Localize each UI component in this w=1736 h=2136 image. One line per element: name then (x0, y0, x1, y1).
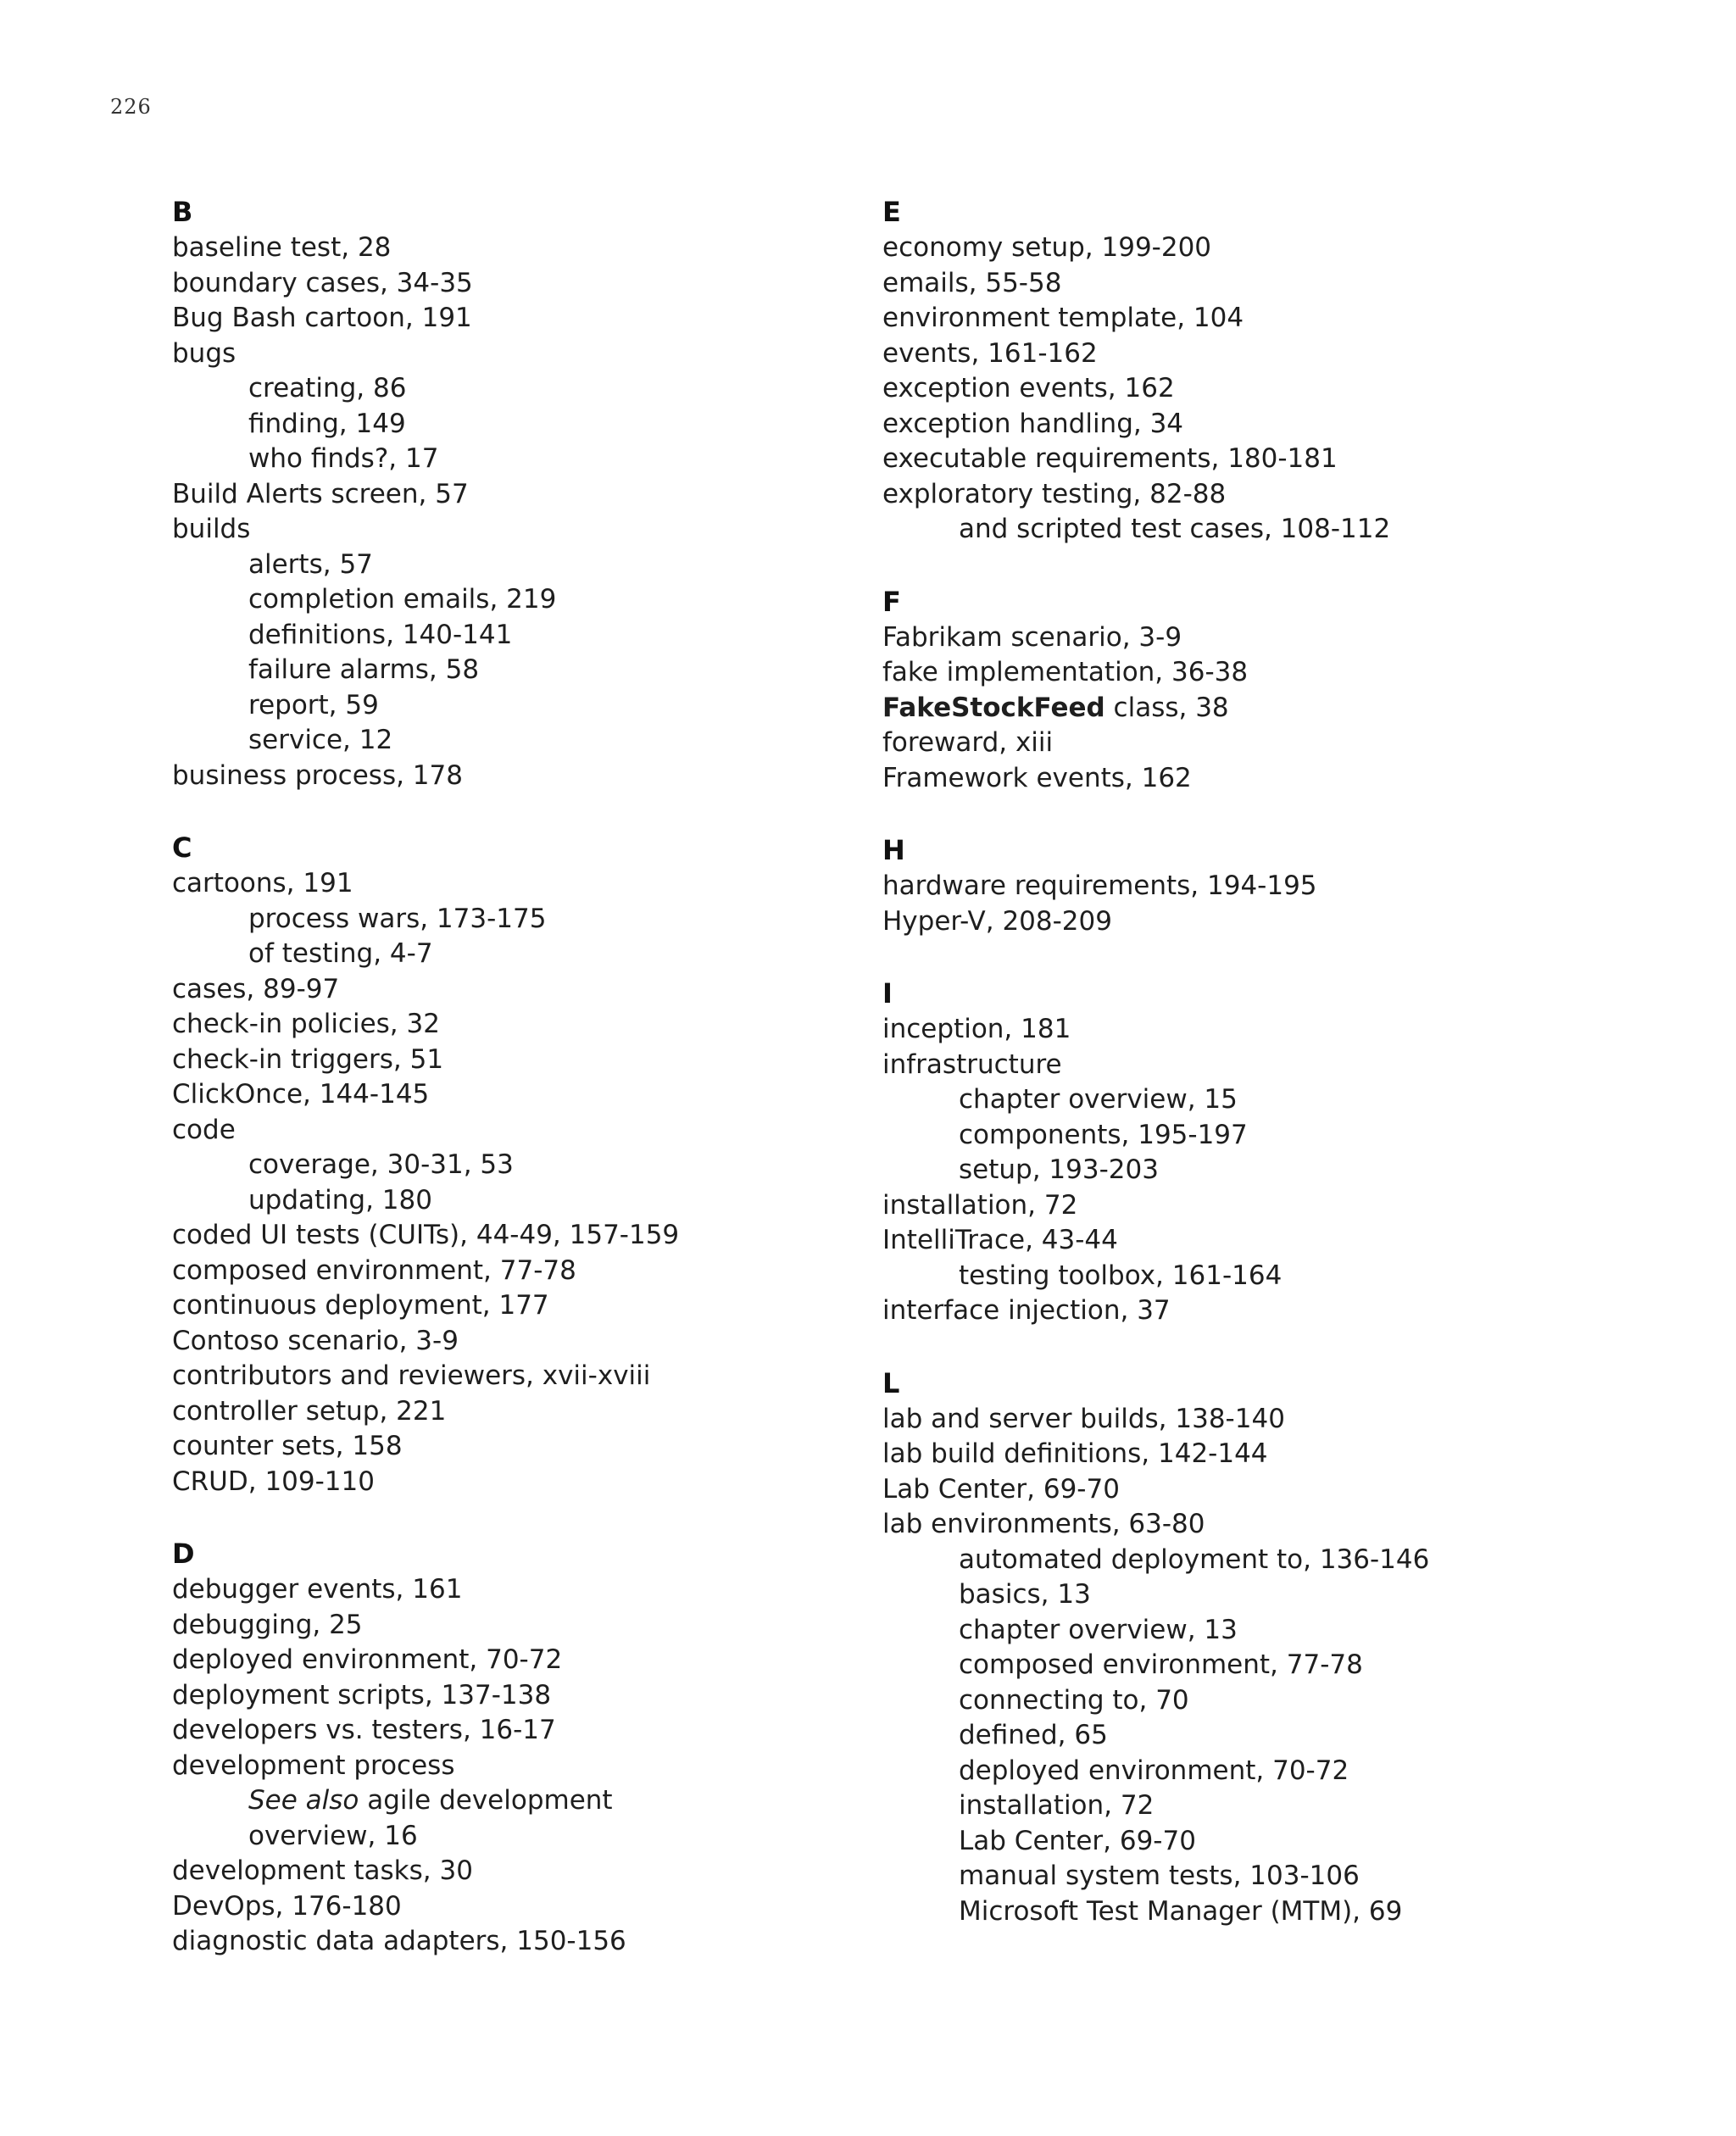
index-subentry (882, 1683, 1611, 1719)
entry-text: IntelliTrace, 43-44 (882, 1225, 1118, 1255)
entry-text: builds (172, 514, 251, 544)
index-entry (172, 1643, 901, 1678)
entry-text: failure alarms, 58 (248, 654, 480, 685)
index-entry (882, 1223, 1611, 1259)
index-subentry (172, 1183, 901, 1219)
index-entry (172, 1218, 901, 1254)
index-entry (172, 266, 901, 302)
index-entry (172, 1113, 901, 1149)
index-entry (172, 512, 901, 548)
index-entry (882, 1048, 1611, 1083)
entry-text: ClickOnce, 144-145 (172, 1079, 430, 1110)
entry-text: counter sets, 158 (172, 1431, 403, 1461)
index-entry (172, 1465, 901, 1500)
entry-text: Microsoft Test Manager (MTM), 69 (959, 1895, 1403, 1927)
index-subentry (172, 548, 901, 583)
index-subentry (172, 902, 901, 937)
entry-text: definitions, 140-141 (248, 619, 513, 650)
index-entry (172, 1429, 901, 1465)
entry-text: infrastructure (882, 1049, 1062, 1080)
index-entry (882, 904, 1611, 940)
entry-text: lab and server builds, 138-140 (882, 1403, 1285, 1434)
entry-text: business process, 178 (172, 759, 463, 791)
index-subentry (882, 1648, 1611, 1683)
entry-text: Build Alerts screen, 57 (172, 478, 469, 509)
index-subentry (172, 1819, 901, 1855)
entry-text: continuous deployment, 177 (172, 1290, 549, 1321)
entry-text: lab environments, 63-80 (882, 1509, 1205, 1539)
index-entry (882, 1402, 1611, 1438)
index-section-i (882, 975, 1611, 1329)
index-section-h (882, 832, 1611, 939)
index-entry (882, 1472, 1611, 1508)
index-entry (172, 1394, 901, 1430)
index-entry (882, 1188, 1611, 1224)
index-entry (172, 972, 901, 1008)
index-subentry (882, 1613, 1611, 1649)
entry-text: contributors and reviewers, xvii-xviii (172, 1360, 651, 1391)
section-letter: F (882, 585, 901, 618)
index-subentry (882, 1859, 1611, 1894)
index-subentry (172, 723, 901, 759)
index-entry (882, 726, 1611, 761)
index-subentry (172, 1148, 901, 1183)
entry-text: agile development (359, 1785, 613, 1816)
index-section-l (882, 1365, 1611, 1930)
entry-text: creating, 86 (248, 373, 407, 403)
entry-text: CRUD, 109-110 (172, 1466, 375, 1497)
entry-text: check-in triggers, 51 (172, 1043, 444, 1075)
entry-emphasis: See also (248, 1785, 359, 1816)
index-entry (172, 1854, 901, 1889)
index-subentry (882, 1118, 1611, 1154)
index-subentry (172, 1783, 901, 1819)
index-entry (882, 620, 1611, 656)
index-entry (882, 477, 1611, 513)
entry-text: hardware requirements, 194-195 (882, 871, 1317, 901)
entry-text: components, 195-197 (959, 1119, 1248, 1150)
entry-text: installation, 72 (882, 1189, 1078, 1221)
entry-text: DevOps, 176-180 (172, 1890, 402, 1922)
index-section-e (882, 193, 1611, 548)
index-entry (172, 1007, 901, 1043)
entry-text: code (172, 1114, 236, 1145)
index-column-left (172, 193, 901, 1995)
section-letter: B (172, 196, 193, 228)
index-entry (882, 442, 1611, 477)
index-section-c (172, 829, 901, 1499)
section-letter: E (882, 196, 901, 228)
index-section-d (172, 1535, 901, 1960)
index-subentry (882, 1153, 1611, 1188)
index-subentry (882, 1788, 1611, 1824)
index-subentry (172, 371, 901, 407)
entry-text: fake implementation, 36-38 (882, 657, 1249, 687)
index-entry (172, 1254, 901, 1289)
entry-text: emails, 55-58 (882, 267, 1062, 298)
entry-text: completion emails, 219 (248, 584, 557, 615)
index-entry (882, 869, 1611, 904)
entry-text: automated deployment to, 136-146 (959, 1544, 1430, 1575)
index-entry (172, 1077, 901, 1113)
page-number: 226 (110, 95, 152, 119)
entry-text: connecting to, 70 (959, 1684, 1189, 1716)
index-entry (172, 1678, 901, 1714)
index-entry (882, 655, 1611, 691)
index-subentry (172, 688, 901, 724)
index-subentry (882, 1543, 1611, 1578)
index-entry (882, 1507, 1611, 1543)
entry-text: installation, 72 (959, 1790, 1155, 1821)
index-subentry (172, 407, 901, 442)
entry-text: class, 38 (1104, 692, 1229, 723)
section-letter: C (172, 832, 192, 864)
index-entry (172, 301, 901, 337)
index-subentry (172, 442, 901, 477)
entry-text: exception events, 162 (882, 373, 1175, 403)
entry-text: cases, 89-97 (172, 973, 340, 1004)
index-entry (172, 337, 901, 372)
index-section-f (882, 583, 1611, 797)
index-entry (882, 1437, 1611, 1472)
index-subentry (882, 1824, 1611, 1860)
entry-text: and scripted test cases, 108-112 (959, 514, 1391, 544)
entry-text: bugs (172, 337, 236, 369)
entry-text: boundary cases, 34-35 (172, 267, 473, 298)
entry-text: updating, 180 (248, 1184, 432, 1215)
entry-text: foreward, xiii (882, 727, 1054, 758)
index-entry (882, 266, 1611, 302)
index-subentry (882, 1894, 1611, 1930)
index-entry (172, 866, 901, 902)
entry-text: defined, 65 (959, 1720, 1108, 1750)
entry-text: finding, 149 (248, 408, 406, 439)
section-letter: H (882, 834, 905, 866)
index-entry (172, 1889, 901, 1925)
entry-text: economy setup, 199-200 (882, 232, 1212, 263)
entry-text: deployed environment, 70-72 (172, 1644, 563, 1675)
entry-text: debugger events, 161 (172, 1574, 463, 1605)
index-entry (172, 231, 901, 266)
index-entry (882, 337, 1611, 372)
index-entry (172, 1043, 901, 1078)
entry-text: of testing, 4-7 (248, 938, 433, 969)
entry-text: check-in policies, 32 (172, 1009, 440, 1039)
entry-text: development tasks, 30 (172, 1855, 473, 1886)
index-entry (172, 759, 901, 794)
index-entry (172, 1749, 901, 1784)
entry-text: overview, 16 (248, 1820, 418, 1851)
entry-text: chapter overview, 15 (959, 1084, 1238, 1115)
entry-text: process wars, 173-175 (248, 903, 547, 934)
index-entry (882, 371, 1611, 407)
entry-text: baseline test, 28 (172, 232, 392, 263)
index-entry (882, 301, 1611, 337)
index-subentry (882, 1259, 1611, 1294)
index-entry (882, 1293, 1611, 1329)
entry-text: manual system tests, 103-106 (959, 1861, 1360, 1891)
index-entry (172, 1288, 901, 1324)
entry-text: report, 59 (248, 689, 379, 720)
entry-text: composed environment, 77-78 (172, 1254, 576, 1286)
entry-text: coded UI tests (CUITs), 44-49, 157-159 (172, 1220, 680, 1250)
section-letter: D (172, 1538, 195, 1570)
entry-text: deployment scripts, 137-138 (172, 1679, 552, 1710)
index-entry (882, 1012, 1611, 1048)
entry-text: testing toolbox, 161-164 (959, 1260, 1283, 1291)
index-entry (172, 1572, 901, 1608)
entry-text: development process (172, 1749, 455, 1781)
index-entry (882, 231, 1611, 266)
index-entry (882, 691, 1611, 726)
entry-text: interface injection, 37 (882, 1295, 1171, 1326)
index-subentry (172, 937, 901, 972)
entry-text: Bug Bash cartoon, 191 (172, 303, 472, 333)
entry-emphasis: FakeStockFeed (882, 692, 1105, 723)
index-entry (172, 1359, 901, 1394)
index-entry (882, 407, 1611, 442)
entry-text: controller setup, 221 (172, 1395, 447, 1427)
entry-text: composed environment, 77-78 (959, 1649, 1363, 1680)
entry-text: service, 12 (248, 725, 393, 755)
index-subentry (882, 512, 1611, 548)
entry-text: lab build definitions, 142-144 (882, 1438, 1268, 1469)
entry-text: debugging, 25 (172, 1609, 363, 1640)
entry-text: Lab Center, 69-70 (882, 1473, 1120, 1505)
index-subentry (172, 582, 901, 618)
entry-text: events, 161-162 (882, 337, 1098, 369)
index-entry (172, 1924, 901, 1960)
entry-text: alerts, 57 (248, 548, 373, 580)
entry-text: diagnostic data adapters, 150-156 (172, 1926, 626, 1956)
section-letter: L (882, 1366, 900, 1399)
index-subentry (172, 618, 901, 654)
index-column-right (882, 193, 1611, 1965)
entry-text: inception, 181 (882, 1014, 1071, 1044)
entry-text: basics, 13 (959, 1579, 1091, 1610)
entry-text: environment template, 104 (882, 303, 1244, 333)
entry-text: chapter overview, 13 (959, 1614, 1238, 1645)
index-entry (172, 1324, 901, 1360)
index-subentry (882, 1754, 1611, 1789)
entry-text: Lab Center, 69-70 (959, 1825, 1196, 1856)
entry-text: coverage, 30-31, 53 (248, 1149, 514, 1180)
entry-text: setup, 193-203 (959, 1154, 1159, 1185)
index-entry (172, 1713, 901, 1749)
entry-text: exploratory testing, 82-88 (882, 478, 1227, 509)
entry-text: exception handling, 34 (882, 408, 1184, 439)
index-entry (882, 761, 1611, 797)
index-subentry (882, 1718, 1611, 1754)
index-entry (172, 477, 901, 513)
entry-text: who finds?, 17 (248, 443, 439, 474)
index-entry (172, 1608, 901, 1644)
index-section-b (172, 193, 901, 793)
entry-text: deployed environment, 70-72 (959, 1755, 1349, 1786)
entry-text: Fabrikam scenario, 3-9 (882, 621, 1182, 653)
entry-text: cartoons, 191 (172, 868, 353, 898)
entry-text: executable requirements, 180-181 (882, 443, 1338, 474)
entry-text: Hyper-V, 208-209 (882, 905, 1112, 937)
entry-text: Contoso scenario, 3-9 (172, 1325, 459, 1356)
entry-text: Framework events, 162 (882, 762, 1192, 793)
entry-text: developers vs. testers, 16-17 (172, 1715, 556, 1745)
index-subentry (882, 1082, 1611, 1118)
index-subentry (172, 653, 901, 688)
index-subentry (882, 1577, 1611, 1613)
section-letter: I (882, 977, 893, 1010)
